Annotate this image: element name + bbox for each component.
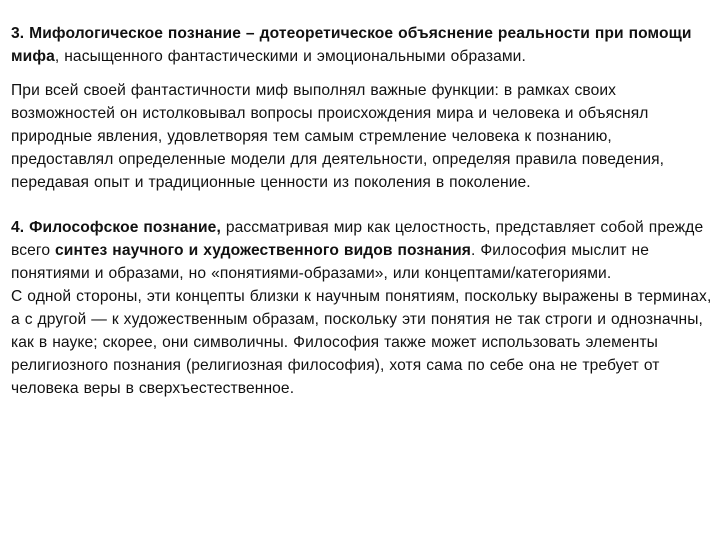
mythological-definition-rest: , насыщенного фантастическими и эмоциональными образами. — [54, 48, 526, 65]
synthesis-emphasis: синтез научного и художественного видов познания — [55, 242, 471, 259]
spacer — [11, 194, 715, 216]
heading-philosophical-knowledge: 4. Философское познание, — [11, 219, 221, 236]
heading-mythological-knowledge: 3. Мифологическое познание – дотеоретическое объяснение реальности при помощи мифа — [11, 25, 692, 65]
paragraph-philosophical-knowledge — [11, 216, 715, 285]
spacer — [11, 68, 715, 79]
philosophical-text-end: . Философия мыслит не понятиями и образами, но «понятиями-образами», или концептами/категориями. — [11, 242, 650, 282]
paragraph-myth-functions: При всей своей фантастичности миф выполнял важные функции: в рамках своих возможностей он истолковывал вопросы происхождения мира и человека и объяснял природные явления, удовлетворяя тем самым стремление человека к познанию, предоставлял определенные модели для деятельности, определяя правила поведения, передавая опыт и традиционные ценности из поколения в поколение. — [11, 82, 665, 191]
paragraph-concepts: С одной стороны, эти концепты близки к научным понятиям, поскольку выражены в терминах, а с другой — к художественным образам, поскольку эти понятия не так строги и однозначны, как в науке; скорее, они символичны. Философия также может использовать элементы религиозного познания (религиозная философия), хотя сама по себе она не требует от человека веры в сверхъестественное. — [11, 288, 712, 397]
slide-text-body — [11, 22, 715, 400]
philosophical-text-mid: рассматривая мир как целостность, представляет собой прежде всего — [11, 219, 704, 259]
paragraph-mythological-knowledge — [11, 22, 715, 68]
